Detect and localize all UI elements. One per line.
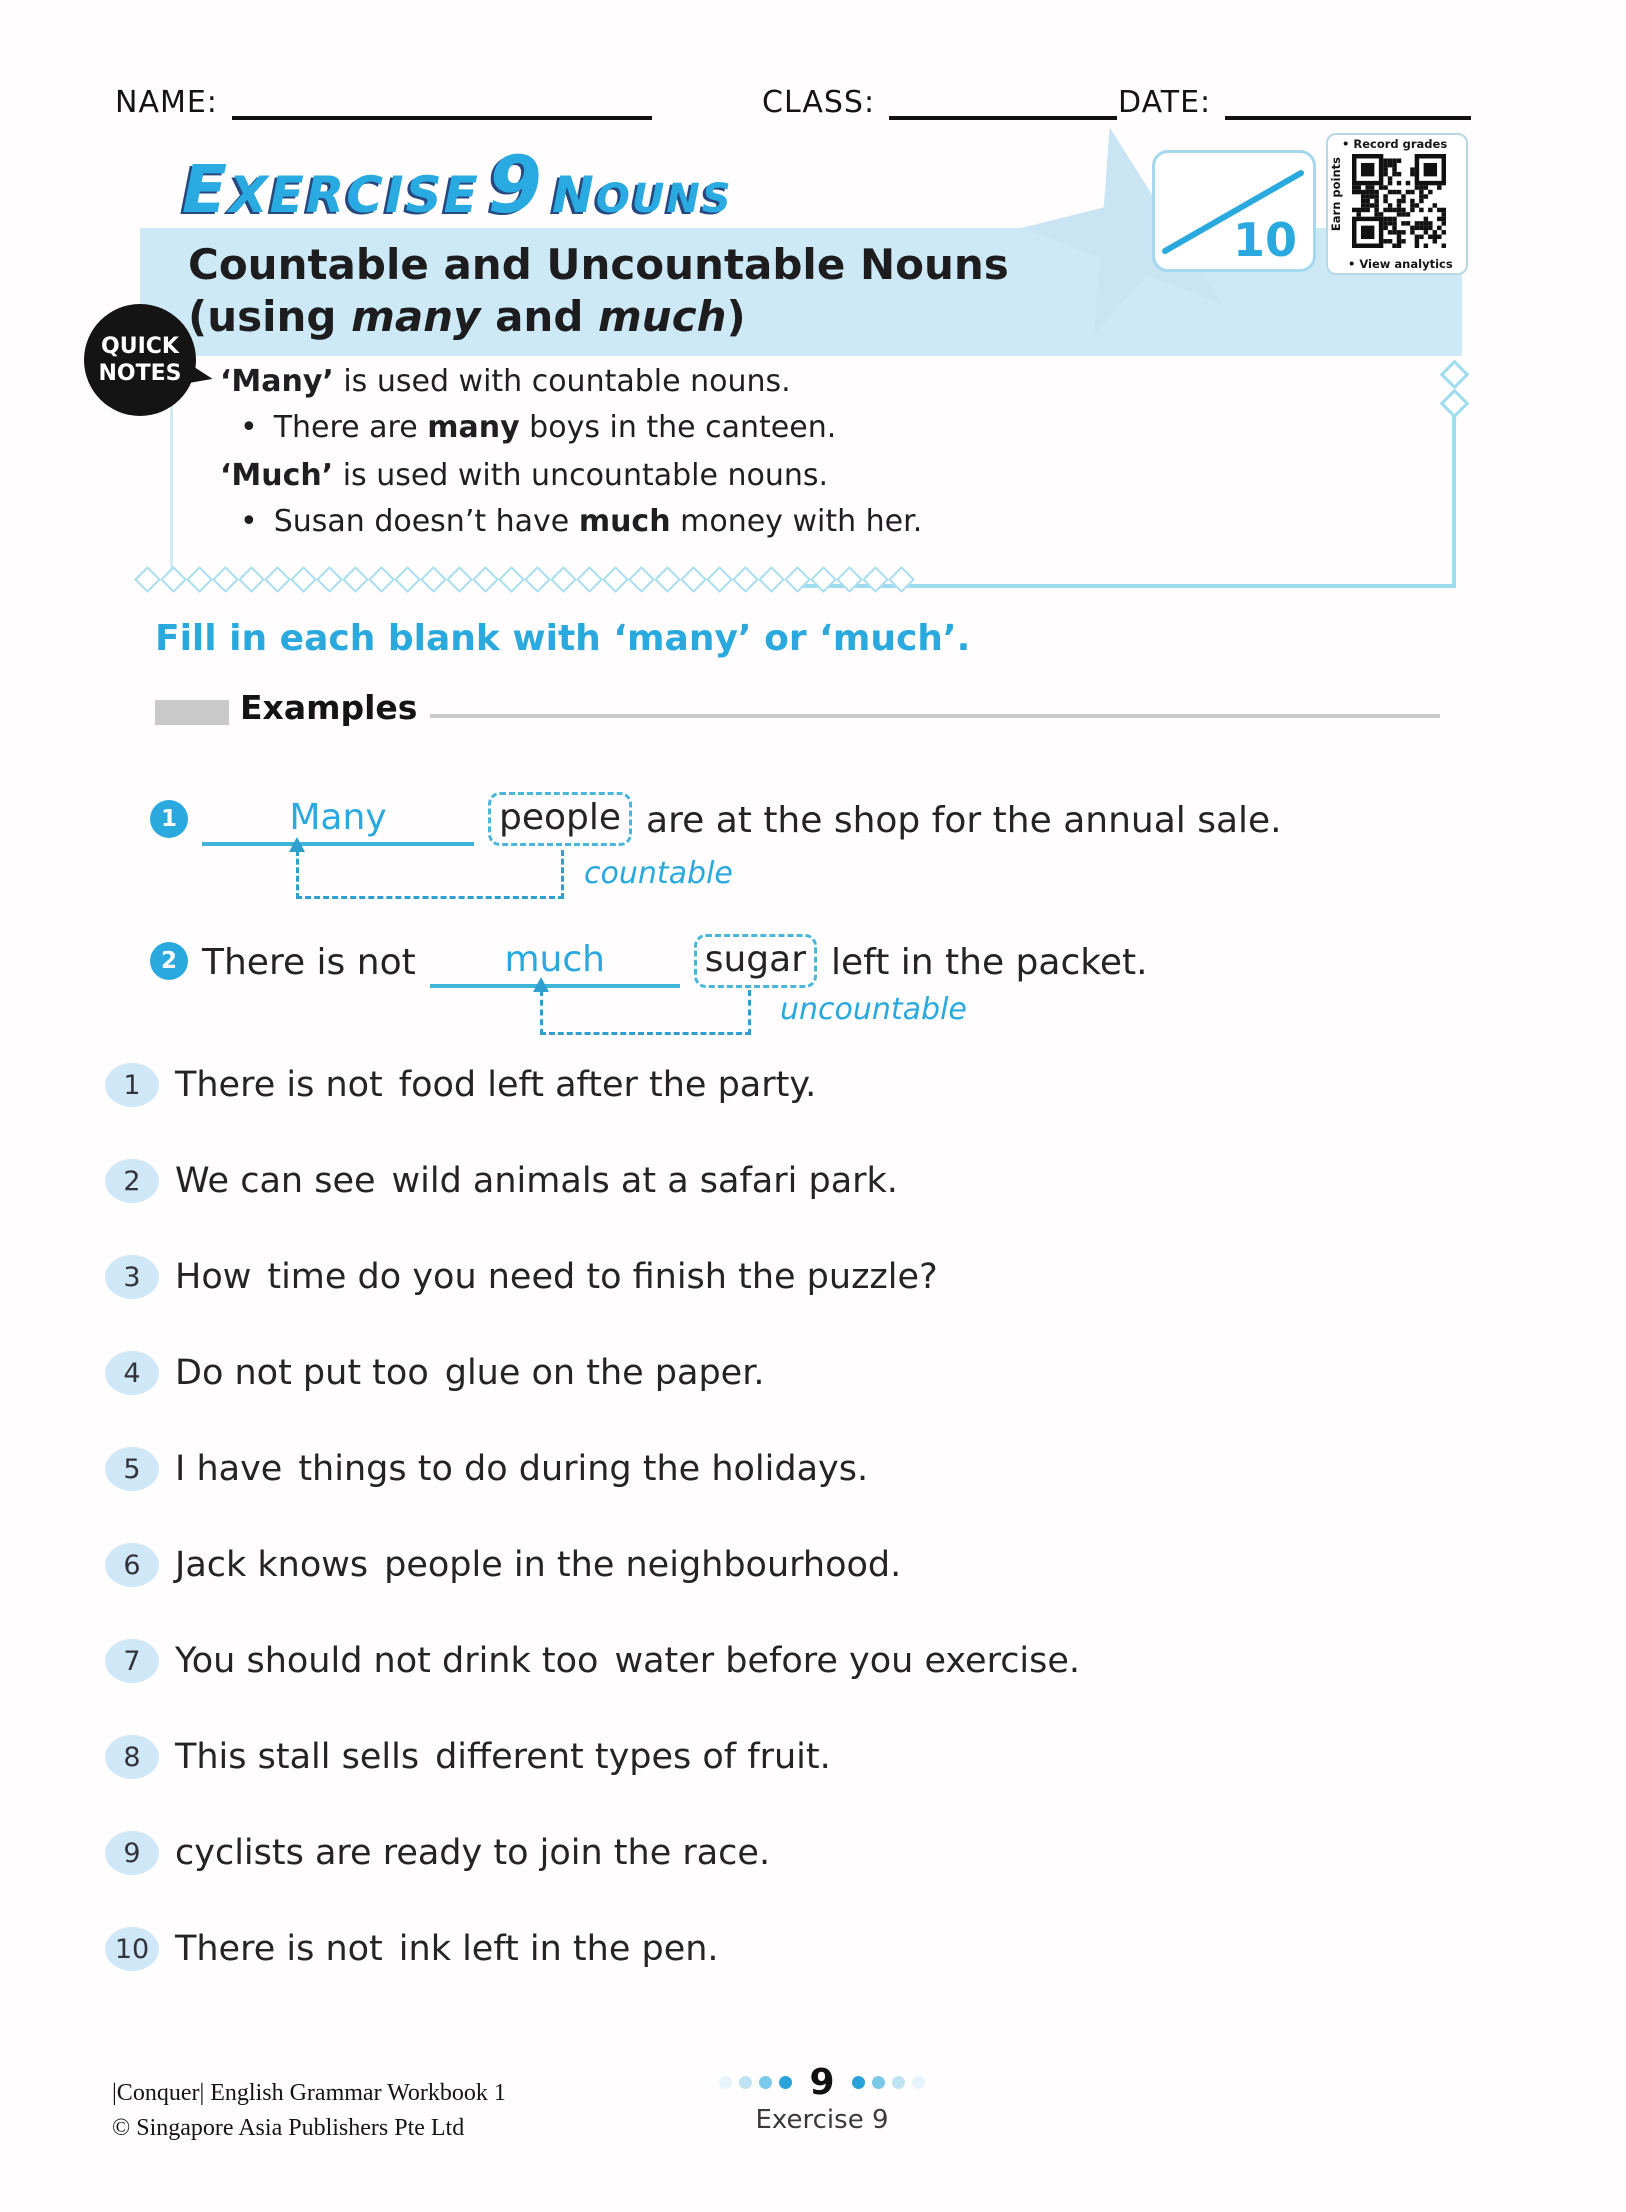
score-total: 10 bbox=[1232, 213, 1297, 267]
question-post-text: glue on the paper. bbox=[444, 1353, 765, 1393]
date-field-group bbox=[1118, 86, 1471, 120]
page-number: 9 bbox=[809, 2062, 835, 2103]
exercise-footer-label: Exercise 9 bbox=[755, 2105, 889, 2135]
question-number-badge: 9 bbox=[105, 1831, 159, 1875]
question-row bbox=[105, 1830, 1525, 1876]
question-pre-text: We can see bbox=[175, 1161, 376, 1201]
diamond-ornament bbox=[394, 566, 421, 593]
qr-earn-points-label: Earn points bbox=[1329, 157, 1343, 232]
question-pre-text: There is not bbox=[175, 1065, 383, 1105]
name-field-group bbox=[115, 86, 652, 120]
question-number-badge: 4 bbox=[105, 1351, 159, 1395]
topic-initial: N bbox=[552, 166, 596, 224]
question-pre-text: Jack knows bbox=[175, 1545, 369, 1585]
question-post-text: different types of fruit. bbox=[435, 1737, 831, 1777]
diamond-ornament bbox=[602, 566, 629, 593]
question-number-badge: 7 bbox=[105, 1639, 159, 1683]
question-pre-text: I have bbox=[175, 1449, 283, 1489]
question-post-text: wild animals at a safari park. bbox=[391, 1161, 898, 1201]
example-post-text: are at the shop for the annual sale. bbox=[646, 800, 1282, 841]
diamond-ornament bbox=[680, 566, 707, 593]
question-row bbox=[105, 1350, 1525, 1396]
question-number-badge: 8 bbox=[105, 1735, 159, 1779]
question-pre-text: Do not put too bbox=[175, 1353, 429, 1393]
diamond-ornament bbox=[212, 566, 239, 593]
qr-record-grades-label: • Record grades bbox=[1342, 137, 1448, 151]
name-label: NAME: bbox=[115, 85, 218, 120]
example-noun-box: sugar bbox=[694, 934, 817, 988]
example-pre-text: There is not bbox=[202, 942, 416, 983]
example2-uncountable-label: uncountable bbox=[780, 992, 967, 1027]
question-row bbox=[105, 1158, 1525, 1204]
diamond-ornament bbox=[524, 566, 551, 593]
footer-imprint bbox=[112, 2076, 506, 2146]
note-rule-much: ‘Much’ is used with uncountable nouns. bbox=[220, 458, 829, 493]
class-label: CLASS: bbox=[762, 85, 876, 120]
question-post-text: people in the neighbourhood. bbox=[384, 1545, 902, 1585]
question-number-badge: 5 bbox=[105, 1447, 159, 1491]
score-box bbox=[1152, 150, 1316, 272]
title-initial: E bbox=[182, 151, 230, 228]
diamond-ornament bbox=[654, 566, 681, 593]
question-post-text: water before you exercise. bbox=[614, 1641, 1081, 1681]
example1-countable-label: countable bbox=[584, 856, 733, 891]
example1-arrow-loop bbox=[296, 850, 564, 899]
example-number-badge: 1 bbox=[150, 800, 188, 838]
question-number-badge: 1 bbox=[105, 1063, 159, 1107]
diamond-ornament bbox=[316, 566, 343, 593]
example-row-1 bbox=[150, 792, 1282, 846]
question-row bbox=[105, 1446, 1525, 1492]
diamond-ornament bbox=[238, 566, 265, 593]
question-pre-text: There is not bbox=[175, 1929, 383, 1969]
diamond-ornament bbox=[498, 566, 525, 593]
question-row bbox=[105, 1254, 1525, 1300]
question-post-text: food left after the party. bbox=[398, 1065, 817, 1105]
example-answer-blank[interactable]: much bbox=[430, 936, 680, 988]
diamond-ornament bbox=[342, 566, 369, 593]
subtitle-italic-much: much bbox=[598, 292, 727, 341]
subtitle-pre: (using bbox=[188, 292, 352, 341]
quick-notes-badge bbox=[84, 304, 196, 416]
examples-heading-rule bbox=[430, 714, 1440, 718]
diamond-ornament bbox=[420, 566, 447, 593]
pager-dot bbox=[779, 2076, 792, 2089]
quick-notes-word2: NOTES bbox=[98, 361, 182, 386]
class-field-group bbox=[762, 86, 1117, 120]
diamond-ornament bbox=[758, 566, 785, 593]
diamond-ornament bbox=[1440, 389, 1470, 419]
notes-box-right-border bbox=[1452, 414, 1456, 588]
bullet-icon: • bbox=[240, 504, 258, 539]
lesson-subtitle-line2 bbox=[188, 292, 746, 341]
question-post-text: ink left in the pen. bbox=[398, 1929, 719, 1969]
qr-code-icon bbox=[1352, 154, 1446, 248]
diamond-chain-ornament bbox=[138, 570, 810, 589]
subtitle-mid: and bbox=[480, 292, 599, 341]
diamond-ornament bbox=[1440, 360, 1470, 390]
question-number-badge: 2 bbox=[105, 1159, 159, 1203]
diamond-ornament bbox=[836, 566, 863, 593]
diamond-ornament bbox=[888, 566, 915, 593]
examples-heading-bar bbox=[155, 700, 229, 725]
quick-notes-word1: QUICK bbox=[101, 334, 179, 359]
note-rule-many: ‘Many’ is used with countable nouns. bbox=[220, 364, 791, 399]
diamond-ornament bbox=[810, 566, 837, 593]
name-input-line[interactable] bbox=[232, 86, 652, 120]
note-term-many: ‘Many’ bbox=[220, 364, 334, 399]
example-number-badge: 2 bbox=[150, 942, 188, 980]
diamond-ornament bbox=[784, 566, 811, 593]
copyright: © Singapore Asia Publishers Pte Ltd bbox=[112, 2115, 465, 2141]
diamond-ornament bbox=[160, 566, 187, 593]
note-example-many: • There are many boys in the canteen. bbox=[240, 410, 837, 445]
subtitle-italic-many: many bbox=[351, 292, 481, 341]
diamond-ornament bbox=[186, 566, 213, 593]
question-post-text: time do you need to finish the puzzle? bbox=[267, 1257, 938, 1297]
pager-dot bbox=[719, 2076, 732, 2089]
question-row bbox=[105, 1926, 1525, 1972]
instruction-text: Fill in each blank with ‘many’ or ‘much’. bbox=[155, 618, 971, 659]
page-footer bbox=[655, 2062, 989, 2135]
date-label: DATE: bbox=[1118, 85, 1212, 120]
pager-dot bbox=[759, 2076, 772, 2089]
question-number-badge: 10 bbox=[105, 1927, 159, 1971]
diamond-ornament bbox=[550, 566, 577, 593]
question-row bbox=[105, 1734, 1525, 1780]
diamond-ornament bbox=[628, 566, 655, 593]
arrow-up-icon bbox=[289, 837, 305, 852]
diamond-ornament bbox=[446, 566, 473, 593]
title-rest: XERCISE bbox=[229, 166, 480, 224]
qr-panel bbox=[1326, 133, 1468, 275]
diamond-ornament bbox=[576, 566, 603, 593]
note-term-much: ‘Much’ bbox=[220, 458, 334, 493]
bullet-icon: • bbox=[240, 410, 258, 445]
subtitle-post: ) bbox=[726, 292, 746, 341]
question-pre-text: This stall sells bbox=[175, 1737, 420, 1777]
question-row bbox=[105, 1062, 1525, 1108]
note-example-much: • Susan doesn’t have much money with her. bbox=[240, 504, 923, 539]
example-row-2 bbox=[150, 934, 1148, 988]
qr-view-analytics-label: • View analytics bbox=[1348, 257, 1453, 271]
diamond-ornament bbox=[862, 566, 889, 593]
question-list bbox=[105, 1062, 1525, 2022]
lesson-subtitle-line1: Countable and Uncountable Nouns bbox=[188, 240, 1009, 289]
class-input-line[interactable] bbox=[889, 86, 1117, 120]
diamond-ornament bbox=[472, 566, 499, 593]
book-title: |Conquer| English Grammar Workbook 1 bbox=[112, 2080, 506, 2106]
question-row bbox=[105, 1638, 1525, 1684]
question-post-text: things to do during the holidays. bbox=[298, 1449, 869, 1489]
pager-dot bbox=[739, 2076, 752, 2089]
date-input-line[interactable] bbox=[1225, 86, 1471, 120]
example-post-text: left in the packet. bbox=[831, 942, 1148, 983]
question-post-text: cyclists are ready to join the race. bbox=[175, 1833, 771, 1873]
arrow-up-icon bbox=[533, 977, 549, 992]
example2-arrow-loop bbox=[540, 990, 751, 1035]
exercise-number: 9 bbox=[487, 141, 545, 231]
question-number-badge: 3 bbox=[105, 1255, 159, 1299]
diamond-ornament bbox=[732, 566, 759, 593]
pager-dot bbox=[892, 2076, 905, 2089]
diamond-ornament bbox=[134, 566, 161, 593]
pager-dot bbox=[872, 2076, 885, 2089]
exercise-title bbox=[182, 141, 733, 247]
pager-dot bbox=[912, 2076, 925, 2089]
diamond-ornament bbox=[706, 566, 733, 593]
page-number-row bbox=[655, 2062, 989, 2103]
question-row bbox=[105, 1542, 1525, 1588]
examples-heading: Examples bbox=[240, 688, 418, 727]
topic-rest: OUNS bbox=[595, 176, 733, 222]
diamond-ornament bbox=[368, 566, 395, 593]
question-pre-text: You should not drink too bbox=[175, 1641, 599, 1681]
question-number-badge: 6 bbox=[105, 1543, 159, 1587]
diamond-ornament bbox=[290, 566, 317, 593]
pager-dot bbox=[852, 2076, 865, 2089]
example-answer-blank[interactable]: Many bbox=[202, 794, 474, 846]
question-pre-text: How bbox=[175, 1257, 252, 1297]
diamond-ornament bbox=[264, 566, 291, 593]
example-noun-box: people bbox=[488, 792, 632, 846]
